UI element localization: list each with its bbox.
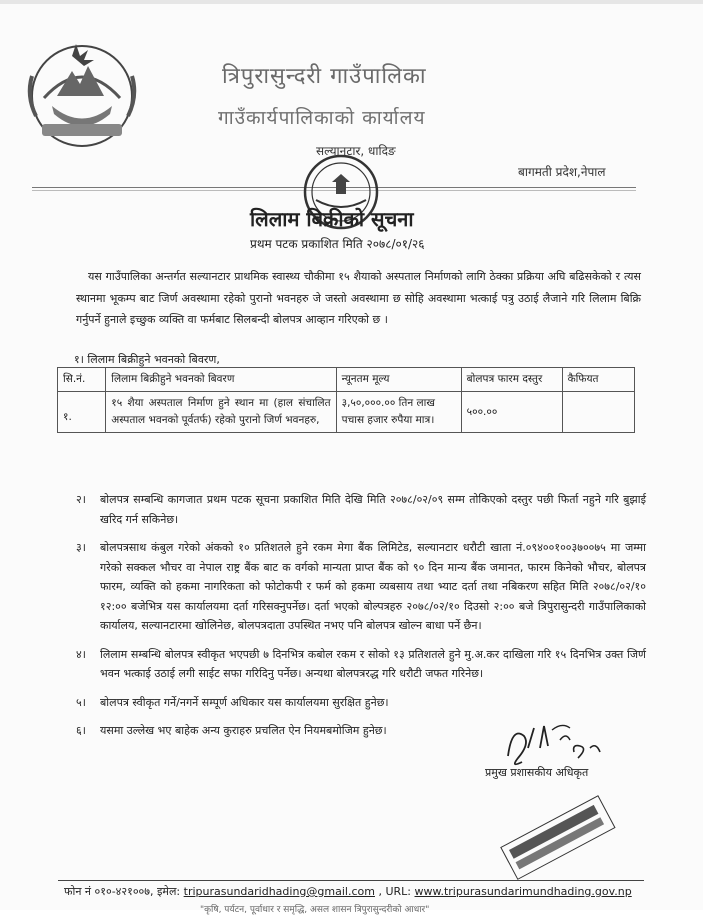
list-item [76, 538, 646, 636]
item-text: बोलपत्र स्वीकृत गर्ने/नगर्ने सम्पूर्ण अधिकार यस कार्यालयमा सुरक्षित हुनेछ। [100, 695, 389, 709]
publication-date: प्रथम पटक प्रकाशित मिति २०७८/०१/२६ [250, 237, 425, 251]
nepal-emblem-icon [22, 36, 142, 154]
cell-remarks [562, 392, 634, 433]
auction-items-table [57, 367, 635, 433]
table-row [58, 392, 635, 433]
item-number: ४। [76, 647, 86, 661]
header-minimum-price: न्यूनतम मूल्य [336, 368, 461, 392]
footer-contact [64, 884, 632, 899]
footer-website-link[interactable]: www.tripurasundarimundhading.gov.np [414, 885, 632, 898]
name-stamp-icon [495, 790, 620, 885]
footer-phone: फोन नं ०१०-४२१००७, [64, 885, 154, 898]
item-number: ३। [76, 541, 86, 554]
scan-edge [0, 0, 703, 4]
header-form-fee: बोलपत्र फारम दस्तुर [461, 368, 562, 392]
item-text: यसमा उल्लेख भए बाहेक अन्य कुराहरु प्रचलित ऐन नियमबमोजिम हुनेछ। [100, 724, 387, 737]
cell-serial: १. [58, 392, 106, 433]
section-1-heading: १। लिलाम बिक्रीहुने भवनको बिवरण, [74, 353, 220, 366]
header-description: लिलाम बिक्रीहुने भवनको बिवरण [106, 368, 336, 392]
cell-form-fee: ५००.०० [461, 392, 562, 433]
footer-slogan: "कृषि, पर्यटन, पूर्वाधार र समृद्धि, असल शासन त्रिपुरासुन्दरीको आधार" [200, 905, 430, 915]
footer-email-label: इमेल: [156, 885, 181, 898]
cell-description: १५ शैया अस्पताल निर्माण हुने स्थान मा (हाल संचालित अस्पताल भवनको पूर्वतर्फ) रहेको पुरानो जिर्ण भवनहरु, [106, 392, 336, 433]
item-text: बोलपत्रसाथ कंबुल गरेको अंकको १० प्रतिशतले हुने रकम मेगा बैंक लिमिटेड, सल्यानटार धरौटी खाता नं.०९४००१००३७००७५ मा जम्मा गरेको सक्कल भौचर वा नेपाल राष्ट्र बैंक बाट क वर्गको मान्यता प्राप्त बैंक को ९० दिन मान्य बैंक जमानत, फारम किनेको भौचर, बोलपत्र फारम, व्यक्ति को हकमा नागरिकता को फोटोकपी र फर्म को हकमा व्यबसाय तथा भ्याट दर्ता तथा नबिकरण सहित मिति २०७८/०२/१० १२:०० बजेभित्र यस कार्यालयमा दर्ता गरिसक्नुपर्नेछ। दर्ता भएको बोल्पत्रहरु २०७८/०२/१० दिउसो २:०० बजे त्रिपुरासुन्दरी गाउँपालिकाको कार्यालय, सल्यानटारमा खोलिनेछ, बोलपत्रदाता उपस्थित नभए पनि बोलपत्र खोल्न बाधा पर्ने छैन। [100, 541, 646, 632]
notice-title: लिलाम बिक्रीको सूचना [250, 207, 414, 231]
cell-minimum-price: ३,५०,०००.०० तिन लाख पचास हजार रुपैया मात्र। [336, 392, 461, 433]
item-number: २। [76, 493, 86, 506]
footer-email-link[interactable]: tripurasundaridhading@gmail.com [183, 885, 375, 898]
list-item [76, 645, 646, 684]
header-serial: सि.नं. [58, 368, 106, 392]
footer-divider [58, 880, 644, 881]
office-address: सल्यानटार, धादिङ [316, 144, 396, 158]
intro-paragraph: यस गाउँपालिका अन्तर्गत सल्यानटार प्राथमिक स्वास्थ्य चौकीमा १५ शैयाको अस्पताल निर्माणको लागि ठेक्का प्रक्रिया अघि बढिसकेको र त्यस स्थानमा भूकम्प बाट जिर्ण अवस्थामा रहेको पुरानो भवनहरु जे जस्तो अवस्थामा छ सोहि अवस्थामा भत्काई पत्रु उठाई लैजाने गरि लिलाम बिक्रि गर्नुपर्ने हुनाले इच्छुक व्यक्ति वा फर्मबाट सिलबन्दी बोलपत्र आव्हान गरिएको छ । [76, 270, 641, 326]
table-header-row [58, 368, 635, 392]
office-name: त्रिपुरासुन्दरी गाउँपालिका [222, 64, 427, 89]
conditions-list [76, 490, 646, 750]
list-item [76, 490, 646, 529]
item-text: लिलाम सम्बन्धि बोलपत्र स्वीकृत भएपछी ७ दिनभित्र कबोल रकम र सोको १३ प्रतिशतले हुने मु.अ.कर दाखिला गरि १५ दिनभित्र उक्त जिर्ण भवन भत्काई उठाई लगी साईट सफा गरिदिनु पर्नेछ। अन्यथा बोलपत्ररद्ध गरि धरौटी जफत गरिनेछ। [100, 647, 646, 680]
header-remarks: कैफियत [562, 368, 634, 392]
list-item [76, 693, 646, 713]
office-subtitle: गाउँकार्यपालिकाको कार्यालय [218, 107, 426, 129]
footer-url-label: , URL: [378, 885, 411, 898]
province-label: बागमती प्रदेश,नेपाल [518, 165, 606, 179]
item-number: ५। [76, 695, 86, 709]
item-text: बोलपत्र सम्बन्धि कागजात प्रथम पटक सूचना प्रकाशित मिति देखि मिति २०७८/०२/०९ सम्म तोकिएको दस्तुर पछी फिर्ता नहुने गरि बुझाई खरिद गर्न सकिनेछ। [100, 493, 646, 526]
signatory-role: प्रमुख प्रशासकीय अधिकृत [485, 766, 589, 779]
item-number: ६। [76, 724, 86, 737]
